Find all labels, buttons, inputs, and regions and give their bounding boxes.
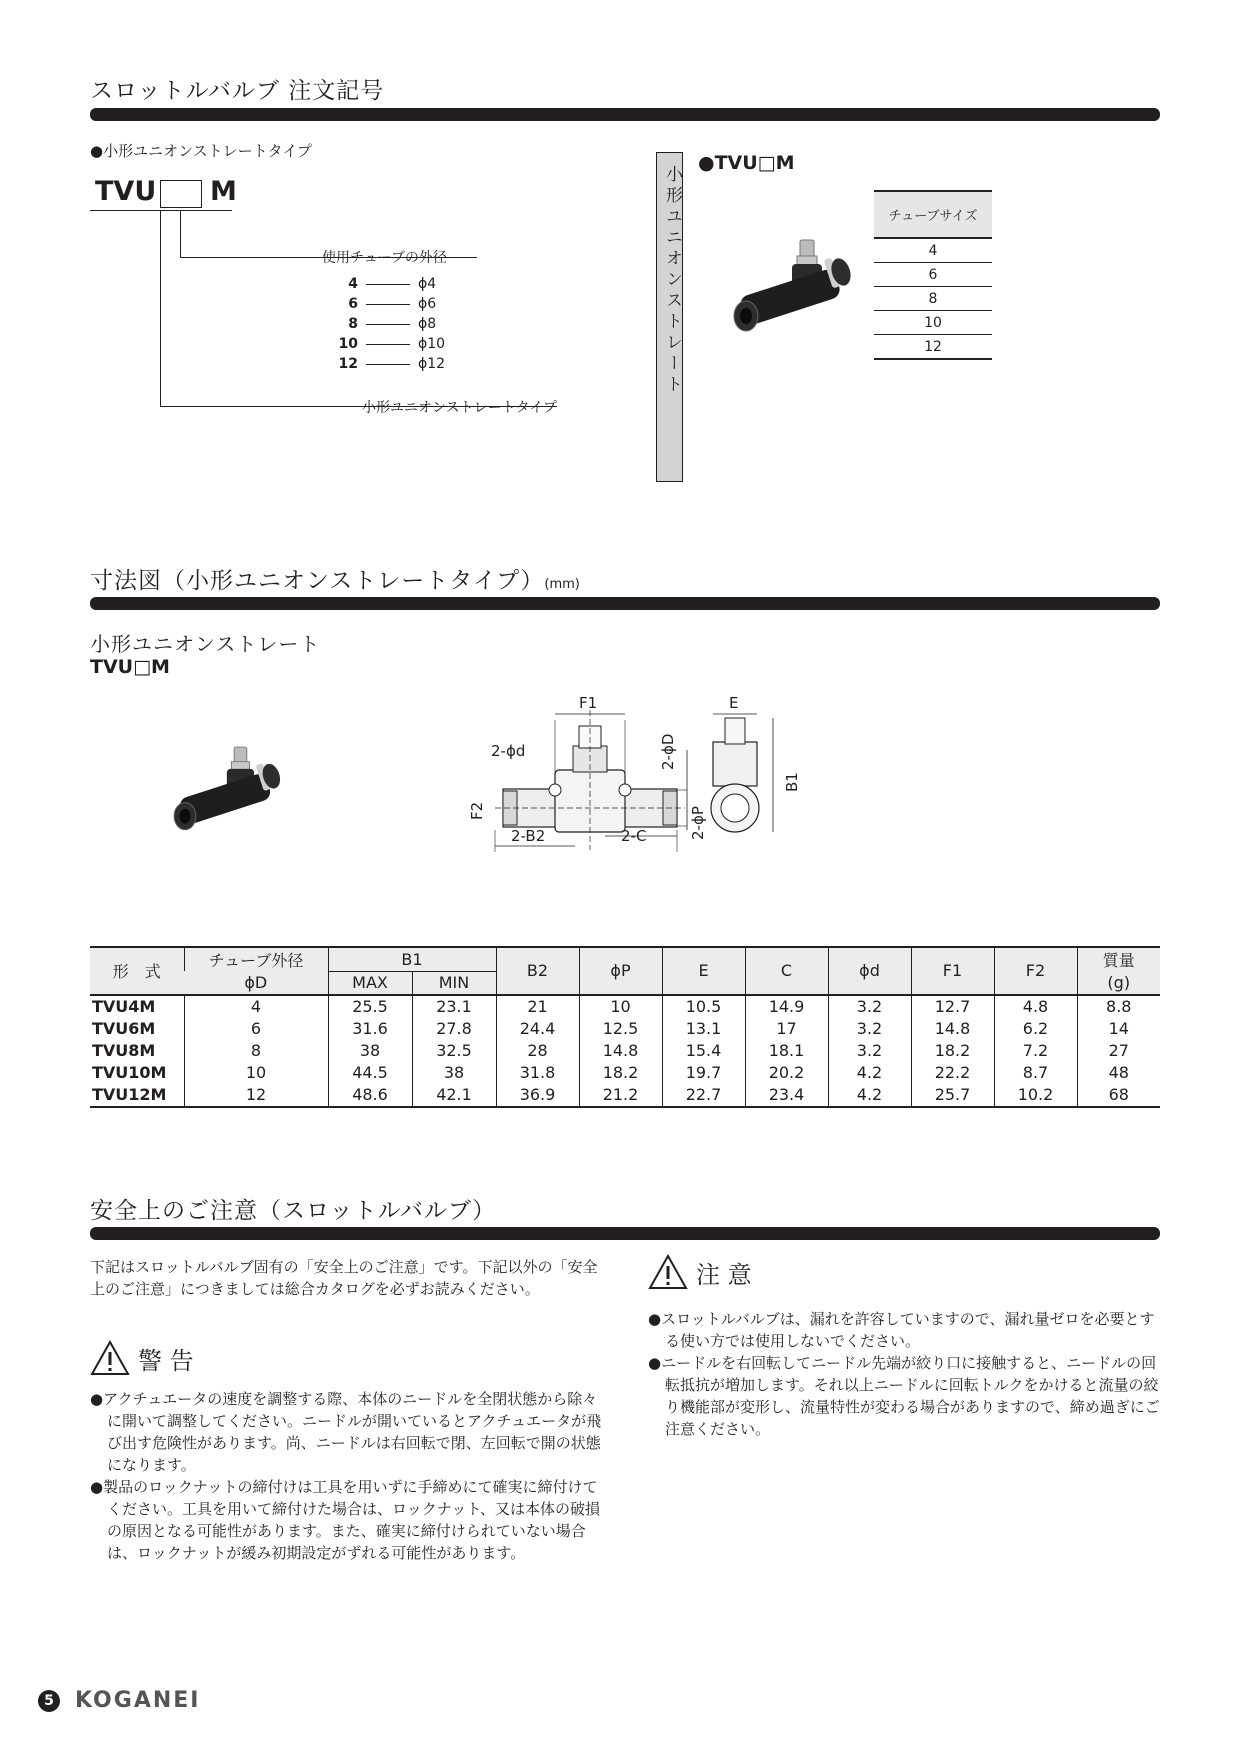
header-model: 形 式	[90, 947, 184, 995]
table-row	[90, 1084, 1160, 1107]
page-number: 5	[44, 1693, 54, 1709]
model-cell: TVU6M	[92, 1019, 156, 1038]
dimensions-model: TVU□M	[90, 656, 170, 678]
table-cell: 18.2	[579, 1062, 662, 1084]
spec-table	[90, 946, 1160, 1108]
caution-triangle-icon	[648, 1254, 688, 1290]
warning-title: 警 告	[138, 1346, 194, 1375]
warning-heading	[90, 1340, 194, 1376]
product-title: ●TVU□M	[698, 152, 795, 174]
header-c: C	[745, 947, 828, 995]
table-cell: 22.2	[911, 1062, 994, 1084]
dim-label-b1: B1	[783, 772, 801, 792]
tube-size-table-header: チューブサイズ	[874, 191, 992, 238]
header-f2: F2	[994, 947, 1077, 995]
table-cell: 4.2	[828, 1084, 911, 1107]
size-code-row	[330, 294, 460, 314]
safety-section-title: 安全上のご注意（スロットルバルブ）	[90, 1198, 497, 1224]
table-cell: 25.5	[328, 995, 412, 1018]
table-cell: 21.2	[579, 1084, 662, 1107]
table-cell: 15.4	[662, 1040, 745, 1062]
table-cell: 48.6	[328, 1084, 412, 1107]
table-cell: 32.5	[412, 1040, 496, 1062]
table-cell: 24.4	[496, 1018, 579, 1040]
type-label: 小形ユニオンストレートタイプ	[362, 400, 557, 416]
tube-size-cell: 8	[874, 287, 992, 311]
header-b1-max: MAX	[328, 971, 412, 995]
dim-label-d-outer: 2-ϕD	[659, 733, 677, 770]
size-code-row	[330, 314, 460, 334]
leader-line	[366, 344, 410, 345]
table-cell: 36.9	[496, 1084, 579, 1107]
table-cell: 13.1	[662, 1018, 745, 1040]
dimensions-subtitle: 小形ユニオンストレート	[90, 632, 321, 656]
side-category-label: 小形ユニオンストレート	[662, 165, 682, 396]
table-cell: 14	[1077, 1018, 1160, 1040]
leader-line	[366, 304, 410, 305]
dimensions-unit: (mm)	[544, 577, 580, 592]
header-tube-sub: ϕD	[184, 971, 328, 995]
size-code: 8	[348, 316, 358, 332]
size-diameter: ϕ10	[418, 336, 446, 352]
caution-heading	[648, 1254, 752, 1290]
table-cell: 23.1	[412, 995, 496, 1018]
table-cell: 31.6	[328, 1018, 412, 1040]
table-cell: 6.2	[994, 1018, 1077, 1040]
table-cell: 68	[1077, 1084, 1160, 1107]
table-cell: 4.8	[994, 995, 1077, 1018]
caution-title: 注 意	[696, 1260, 752, 1289]
table-cell: 12.5	[579, 1018, 662, 1040]
dim-label-c: 2-C	[621, 827, 647, 845]
tube-size-cell: 6	[874, 263, 992, 287]
table-row	[90, 995, 1160, 1018]
warning-item: ●製品のロックナットの締付けは工具を用いずに手締めにて確実に締付けてください。工具を用いて締付けた場合は、ロックナット、又は本体の破損の原因となる可能性があります。また、確実に締付けられていない場合は、ロックナットが緩み初期設定がずれる可能性があります。	[90, 1478, 601, 1562]
header-d: ϕd	[828, 947, 911, 995]
section-divider-bar	[90, 1227, 1160, 1240]
header-e: E	[662, 947, 745, 995]
leader-line	[366, 364, 410, 365]
type-connector	[160, 210, 161, 407]
header-tube: チューブ外径	[184, 947, 328, 971]
size-code-row	[330, 334, 460, 354]
dim-label-d: 2-ϕd	[491, 742, 526, 760]
order-code-subtitle: ●小形ユニオンストレートタイプ	[90, 142, 312, 160]
model-cell: TVU8M	[92, 1041, 156, 1060]
size-diameter: ϕ8	[418, 316, 437, 332]
table-cell: 28	[496, 1040, 579, 1062]
table-cell: 14.8	[911, 1018, 994, 1040]
tube-size-cell: 12	[874, 335, 992, 360]
dim-label-f2: F2	[468, 801, 486, 820]
order-code-prefix: TVU	[95, 176, 157, 207]
table-cell: 27.8	[412, 1018, 496, 1040]
order-code-blank-box	[160, 180, 202, 208]
dim-label-e: E	[729, 694, 739, 712]
table-cell: 12.7	[911, 995, 994, 1018]
table-cell: 38	[412, 1062, 496, 1084]
size-code-row	[330, 274, 460, 294]
safety-intro: 下記はスロットルバルブ固有の「安全上のご注意」です。下記以外の「安全上のご注意」につきましては総合カタログを必ずお読みください。	[90, 1258, 598, 1298]
table-cell: 31.8	[496, 1062, 579, 1084]
table-cell: 22.7	[662, 1084, 745, 1107]
table-cell: 4.2	[828, 1062, 911, 1084]
table-cell: 48	[1077, 1062, 1160, 1084]
header-mass-sub: (g)	[1077, 971, 1160, 995]
tube-size-table	[874, 190, 992, 360]
header-mass: 質量	[1077, 947, 1160, 971]
table-cell: 19.7	[662, 1062, 745, 1084]
tube-size-connector	[180, 210, 181, 258]
model-cell: TVU4M	[92, 997, 156, 1016]
section-divider-bar	[90, 597, 1160, 610]
header-b1: B1	[328, 947, 496, 971]
header-p: ϕP	[579, 947, 662, 995]
section-divider-bar	[90, 108, 1160, 121]
brand-logo: KOGANEI	[75, 1688, 201, 1713]
table-cell: 3.2	[828, 995, 911, 1018]
caution-list	[648, 1308, 1160, 1440]
table-cell: 10.2	[994, 1084, 1077, 1107]
table-cell: 25.7	[911, 1084, 994, 1107]
table-cell: 27	[1077, 1040, 1160, 1062]
dimension-drawing	[455, 690, 815, 860]
leader-line	[366, 324, 410, 325]
table-cell: 8.8	[1077, 995, 1160, 1018]
table-cell: 4	[184, 995, 328, 1018]
size-diameter: ϕ12	[418, 356, 446, 372]
caution-item: ●スロットルバルブは、漏れを許容していますので、漏れ量ゼロを必要とする使い方では使用しないでください。	[648, 1310, 1155, 1350]
order-code-underline	[90, 210, 232, 211]
table-cell: 10	[184, 1062, 328, 1084]
tube-size-label: 使用チューブの外径	[322, 250, 447, 266]
tube-size-cell: 4	[874, 238, 992, 263]
page-number-badge	[38, 1690, 60, 1712]
header-f1: F1	[911, 947, 994, 995]
tube-size-cell: 10	[874, 311, 992, 335]
table-cell: 3.2	[828, 1018, 911, 1040]
model-cell: TVU12M	[90, 1084, 184, 1107]
order-code-suffix: M	[210, 176, 237, 207]
table-cell: 10.5	[662, 995, 745, 1018]
table-cell: 3.2	[828, 1040, 911, 1062]
table-cell: 38	[328, 1040, 412, 1062]
dim-label-f1: F1	[579, 694, 598, 712]
table-cell: 21	[496, 995, 579, 1018]
leader-line	[366, 284, 410, 285]
size-diameter: ϕ6	[418, 296, 437, 312]
table-cell: 44.5	[328, 1062, 412, 1084]
table-row	[90, 1018, 1160, 1040]
size-code-list	[330, 274, 460, 374]
table-cell: 6	[184, 1018, 328, 1040]
side-category-box	[656, 152, 683, 482]
table-cell: 8.7	[994, 1062, 1077, 1084]
table-cell: 23.4	[745, 1084, 828, 1107]
table-cell: 7.2	[994, 1040, 1077, 1062]
size-code: 10	[338, 336, 358, 352]
table-cell: 8	[184, 1040, 328, 1062]
warning-triangle-icon	[90, 1340, 130, 1376]
table-row	[90, 1062, 1160, 1084]
warning-item: ●アクチュエータの速度を調整する際、本体のニードルを全閉状態から除々に開いて調整してください。ニードルが開いているとアクチュエータが飛び出す危険性があります。尚、ニードルは右回転で閉、左回転で開の状態になります。	[90, 1390, 602, 1474]
table-row	[90, 1040, 1160, 1062]
table-cell: 42.1	[412, 1084, 496, 1107]
header-b2: B2	[496, 947, 579, 995]
size-code: 12	[338, 356, 358, 372]
dim-label-b2: 2-B2	[511, 827, 546, 845]
table-cell: 10	[579, 995, 662, 1018]
header-b1-min: MIN	[412, 971, 496, 995]
product-photo	[720, 230, 860, 340]
table-cell: 14.8	[579, 1040, 662, 1062]
table-cell: 14.9	[745, 995, 828, 1018]
size-diameter: ϕ4	[418, 276, 437, 292]
table-cell: 18.2	[911, 1040, 994, 1062]
product-photo	[160, 738, 290, 838]
dimensions-title-text: 寸法図（小形ユニオンストレートタイプ）	[90, 568, 545, 594]
dim-label-p: 2-ϕP	[689, 806, 707, 840]
table-cell: 18.1	[745, 1040, 828, 1062]
table-cell: 17	[745, 1018, 828, 1040]
size-code: 4	[348, 276, 358, 292]
model-cell: TVU10M	[92, 1063, 167, 1082]
caution-item: ●ニードルを右回転してニードル先端が絞り口に接触すると、ニードルの回転抵抗が増加します。それ以上ニードルに回転トルクをかけると流量の絞り機能部が変形し、流量特性が変わる場合がありますので、締め過ぎにご注意ください。	[648, 1354, 1160, 1438]
dimensions-section-title	[90, 562, 580, 595]
table-cell: 20.2	[745, 1062, 828, 1084]
warning-list	[90, 1388, 602, 1564]
order-code-section-title: スロットルバルブ 注文記号	[90, 78, 385, 104]
size-code-row	[330, 354, 460, 374]
table-cell: 12	[184, 1084, 328, 1107]
size-code: 6	[348, 296, 358, 312]
